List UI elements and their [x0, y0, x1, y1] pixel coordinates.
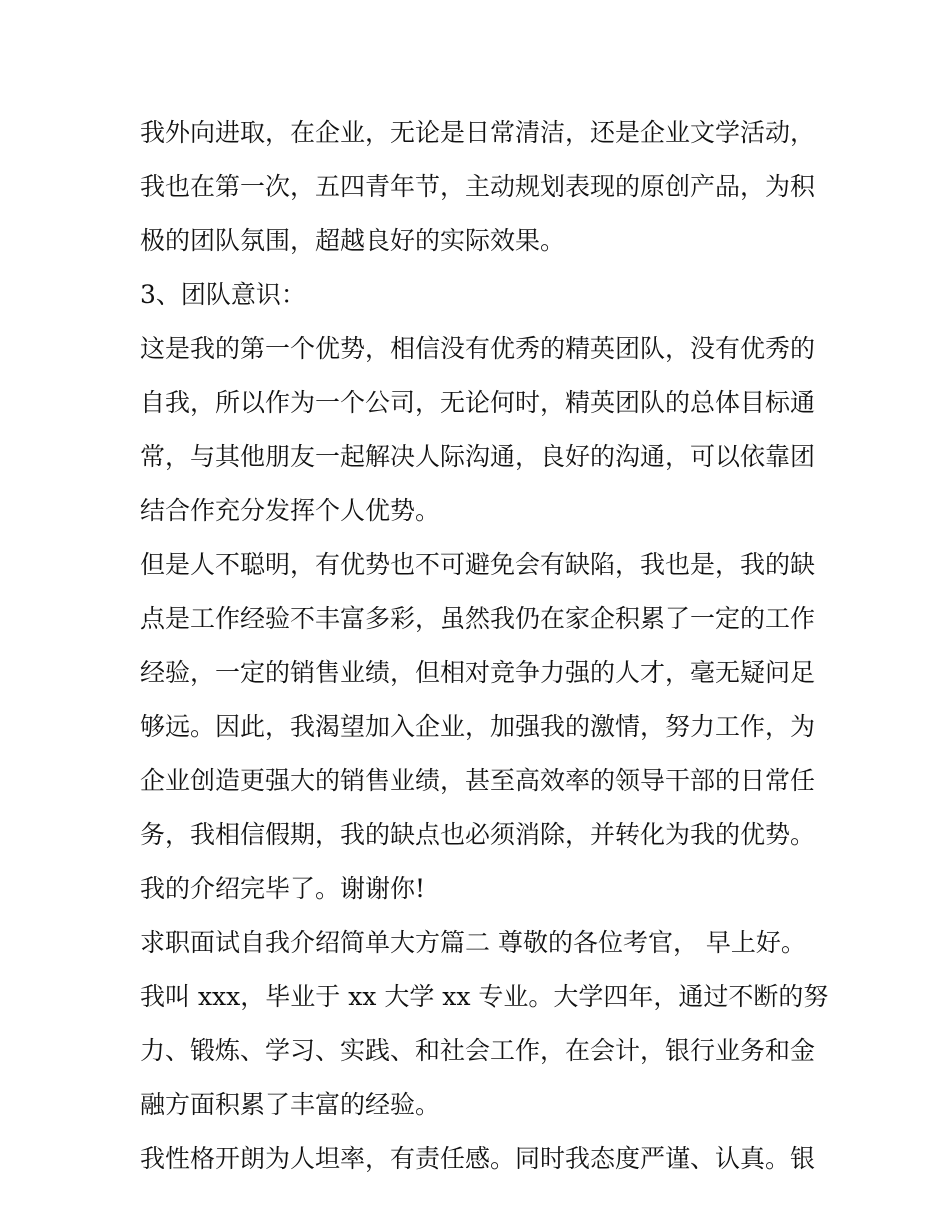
- text-line: 这是我的第一个优势，相信没有优秀的精英团队，没有优秀的: [140, 334, 816, 363]
- text-line: 结合作充分发挥个人优势。: [140, 496, 441, 525]
- text-line: 经验，一定的销售业绩，但相对竞争力强的人才，毫无疑问足: [140, 658, 816, 687]
- text-line: 点是工作经验不丰富多彩，虽然我仍在家企积累了一定的工作: [140, 604, 816, 633]
- text-line: 但是人不聪明，有优势也不可避免会有缺陷，我也是，我的缺: [140, 550, 816, 579]
- document-body: [140, 106, 829, 1186]
- text-line: 够远。因此，我渴望加入企业，加强我的激情，努力工作，为: [140, 712, 816, 741]
- text-line: 我也在第一次，五四青年节，主动规划表现的原创产品，为积: [140, 172, 816, 201]
- section-heading: 3、团队意识：: [140, 280, 306, 309]
- text-line: 融方面积累了丰富的经验。: [140, 1090, 441, 1119]
- text-line: 务，我相信假期，我的缺点也必须消除，并转化为我的优势。: [140, 820, 816, 849]
- text-line: 自我，所以作为一个公司，无论何时，精英团队的总体目标通: [140, 388, 816, 417]
- text-line: 我性格开朗为人坦率，有责任感。同时我态度严谨、认真。银: [140, 1144, 816, 1173]
- text-line: 常，与其他朋友一起解决人际沟通，良好的沟通，可以依靠团: [140, 442, 816, 471]
- text-line: 极的团队氛围，超越良好的实际效果。: [140, 226, 566, 255]
- text-line: 我的介绍完毕了。谢谢你!: [140, 874, 426, 903]
- text-line: 求职面试自我介绍简单大方篇二 尊敬的各位考官， 早上好。: [140, 928, 806, 957]
- text-line: 我叫 xxx，毕业于 xx 大学 xx 专业。大学四年，通过不断的努: [140, 982, 829, 1011]
- text-line: 企业创造更强大的销售业绩，甚至高效率的领导干部的日常任: [140, 766, 816, 795]
- text-line: 力、锻炼、学习、实践、和社会工作，在会计，银行业务和金: [140, 1036, 816, 1065]
- text-line: 我外向进取，在企业，无论是日常清洁，还是企业文学活动，: [140, 118, 816, 147]
